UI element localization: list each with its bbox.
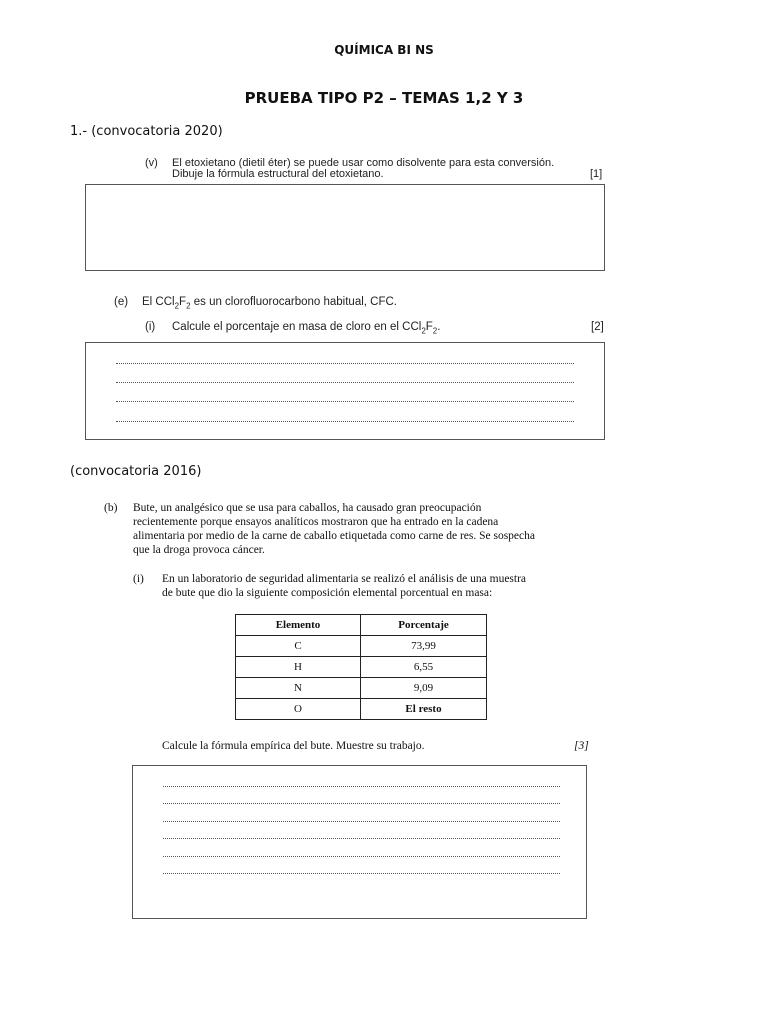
question-e-text: El $CCl_2F_2$ es un clorofluorocarbono habitual, CFC. [142,296,398,311]
table-cell-percentage: 73,99 [361,636,487,657]
question-i-line1: En un laboratorio de seguridad alimentaria se realizó el análisis de una muestra [162,573,527,585]
answer-line [163,821,560,822]
page-title: PRUEBA TIPO P2 – TEMAS 1,2 Y 3 [244,89,524,107]
section1-label: 1.- (convocatoria 2020) [70,124,223,139]
table-row [236,678,487,699]
table-cell-element: C [236,636,361,657]
answer-box-v[interactable] [85,184,605,271]
table-cell-percentage: 6,55 [361,657,487,678]
table-row [236,699,487,720]
question-i-number: (i) [133,573,144,585]
answer-line [163,873,560,874]
table-cell-percentage: 9,09 [361,678,487,699]
answer-line [163,803,560,804]
table-header-element: Elemento [236,615,361,636]
answer-line [163,786,560,787]
answer-line [116,421,574,422]
question-e-marks: [2] [591,321,604,333]
question-v-line1: El etoxietano (dietil éter) se puede usar como disolvente para esta conversión. [172,157,555,169]
table-row [236,657,487,678]
table-cell-percentage: El resto [361,699,487,720]
calc-prompt: Calcule la fórmula empírica del bute. Muestre su trabajo. [162,740,425,752]
course-header: QUÍMICA BI NS [334,43,434,57]
calc-marks: [3] [574,740,589,752]
question-e-i-number: (i) [145,321,156,333]
question-v-number: (v) [145,157,158,169]
table-cell-element: N [236,678,361,699]
question-e-i-text: Calcule el porcentaje en masa de cloro en el $CCl_2F_2$. [172,321,441,336]
table-cell-element: O [236,699,361,720]
table-row [236,636,487,657]
question-v-marks: [1] [590,168,603,180]
question-b-line1: Bute, un analgésico que se usa para caballos, ha causado gran preocupación [133,502,482,514]
answer-box-calc[interactable] [132,765,587,919]
answer-line [116,382,574,383]
question-b-line2: recientemente porque ensayos analíticos mostraron que ha entrado en la cadena [133,516,499,528]
question-b-line4: que la droga provoca cáncer. [133,544,265,556]
question-b-line3: alimentaria por medio de la carne de caballo etiquetada como carne de res. Se sospecha [133,530,535,542]
answer-line [116,363,574,364]
answer-line [163,856,560,857]
question-e-number: (e) [114,296,129,308]
answer-box-e[interactable] [85,342,605,440]
table-header-row [236,615,487,636]
question-i-line2: de bute que dio la siguiente composición elemental porcentual en masa: [162,587,493,599]
question-b-number: (b) [104,502,118,514]
answer-line [163,838,560,839]
answer-line [116,401,574,402]
composition-table [235,614,487,720]
table-cell-element: H [236,657,361,678]
section2-label: (convocatoria 2016) [70,464,202,479]
question-v-line2: Dibuje la fórmula estructural del etoxietano. [172,168,384,180]
table-header-percentage: Porcentaje [361,615,487,636]
